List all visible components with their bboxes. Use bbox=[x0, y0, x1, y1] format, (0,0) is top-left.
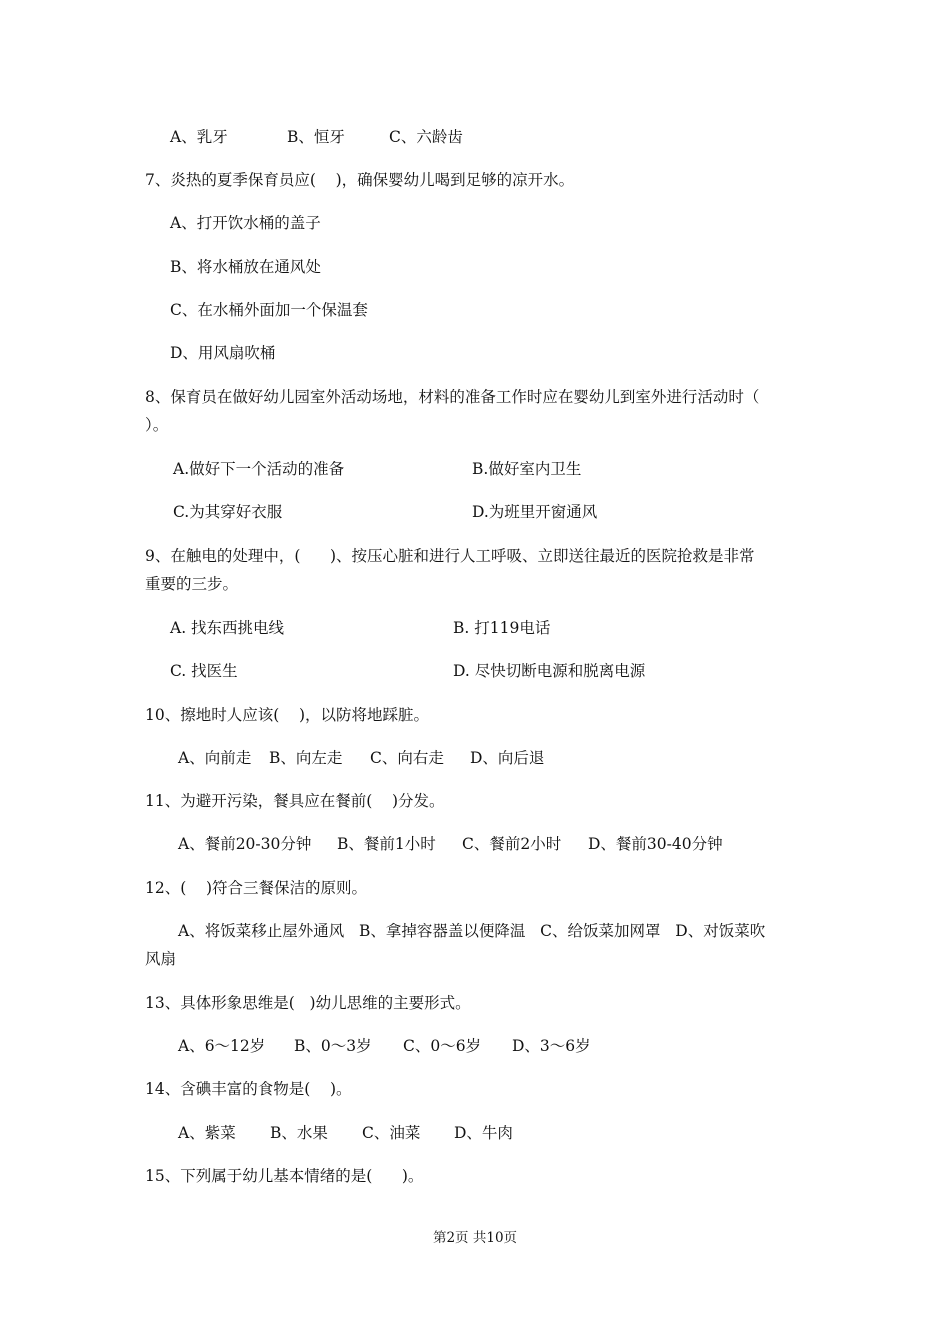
q7-option-c: C、在水桶外面加一个保温套 bbox=[170, 301, 368, 319]
page-number-footer: 第2页 共10页 bbox=[432, 1230, 518, 1246]
q13-option-c: C、0～6岁 bbox=[403, 1037, 482, 1055]
q10-option-b: B、向左走 bbox=[269, 749, 343, 767]
q9-question-line1: 9、在触电的处理中，( )、按压心脏和进行人工呼吸、立即送往最近的医院抢救是非常 bbox=[145, 547, 755, 565]
q8-option-a: A.做好下一个活动的准备 bbox=[173, 460, 345, 478]
q14-question: 14、含碘丰富的食物是( )。 bbox=[145, 1080, 352, 1098]
q15-question: 15、下列属于幼儿基本情绪的是( )。 bbox=[145, 1167, 424, 1185]
q11-option-a: A、餐前20-30分钟 bbox=[178, 835, 312, 853]
q10-question: 10、擦地时人应该( )，以防将地踩脏。 bbox=[145, 706, 430, 724]
q8-option-c: C.为其穿好衣服 bbox=[173, 503, 283, 521]
q10-option-a: A、向前走 bbox=[178, 749, 252, 767]
q11-option-c: C、餐前2小时 bbox=[462, 835, 562, 853]
q13-option-d: D、3～6岁 bbox=[512, 1037, 591, 1055]
q6-option-c: C、六龄齿 bbox=[389, 128, 463, 146]
q6-option-a: A、乳牙 bbox=[170, 128, 228, 146]
q8-question-line2: ）。 bbox=[145, 416, 169, 434]
q10-option-d: D、向后退 bbox=[470, 749, 545, 767]
q9-question-line2: 重要的三步。 bbox=[145, 575, 239, 593]
q12-question: 12、( )符合三餐保洁的原则。 bbox=[145, 879, 368, 897]
q7-option-b: B、将水桶放在通风处 bbox=[170, 258, 321, 276]
q13-option-b: B、0～3岁 bbox=[294, 1037, 372, 1055]
q8-option-b: B.做好室内卫生 bbox=[472, 460, 582, 478]
q6-option-b: B、恒牙 bbox=[287, 128, 345, 146]
q11-question: 11、为避开污染，餐具应在餐前( )分发。 bbox=[145, 792, 445, 810]
q7-question: 7、炎热的夏季保育员应( )，确保婴幼儿喝到足够的凉开水。 bbox=[145, 171, 575, 189]
q8-question-line1: 8、保育员在做好幼儿园室外活动场地，材料的准备工作时应在婴幼儿到室外进行活动时（ bbox=[145, 388, 760, 406]
q11-option-b: B、餐前1小时 bbox=[337, 835, 436, 853]
q12-options-line2: 风扇 bbox=[145, 950, 177, 968]
q13-option-a: A、6～12岁 bbox=[178, 1037, 266, 1055]
q9-option-c: C. 找医生 bbox=[170, 662, 238, 680]
q8-option-d: D.为班里开窗通风 bbox=[472, 503, 598, 521]
q7-option-d: D、用风扇吹桶 bbox=[170, 344, 276, 362]
q7-option-a: A、打开饮水桶的盖子 bbox=[170, 214, 321, 232]
q10-option-c: C、向右走 bbox=[370, 749, 444, 767]
q14-option-a: A、紫菜 bbox=[178, 1124, 236, 1142]
q9-option-a: A. 找东西挑电线 bbox=[170, 619, 285, 637]
q13-question: 13、具体形象思维是( )幼儿思维的主要形式。 bbox=[145, 994, 471, 1012]
q14-option-c: C、油菜 bbox=[362, 1124, 421, 1142]
q11-option-d: D、餐前30-40分钟 bbox=[588, 835, 723, 853]
q14-option-b: B、水果 bbox=[270, 1124, 328, 1142]
q12-options-line1: A、将饭菜移止屋外通风 B、拿掉容器盖以便降温 C、给饭菜加网罩 D、对饭菜吹 bbox=[178, 922, 766, 940]
q9-option-b: B. 打119电话 bbox=[453, 619, 551, 637]
q9-option-d: D. 尽快切断电源和脱离电源 bbox=[453, 662, 646, 680]
q14-option-d: D、牛肉 bbox=[454, 1124, 513, 1142]
